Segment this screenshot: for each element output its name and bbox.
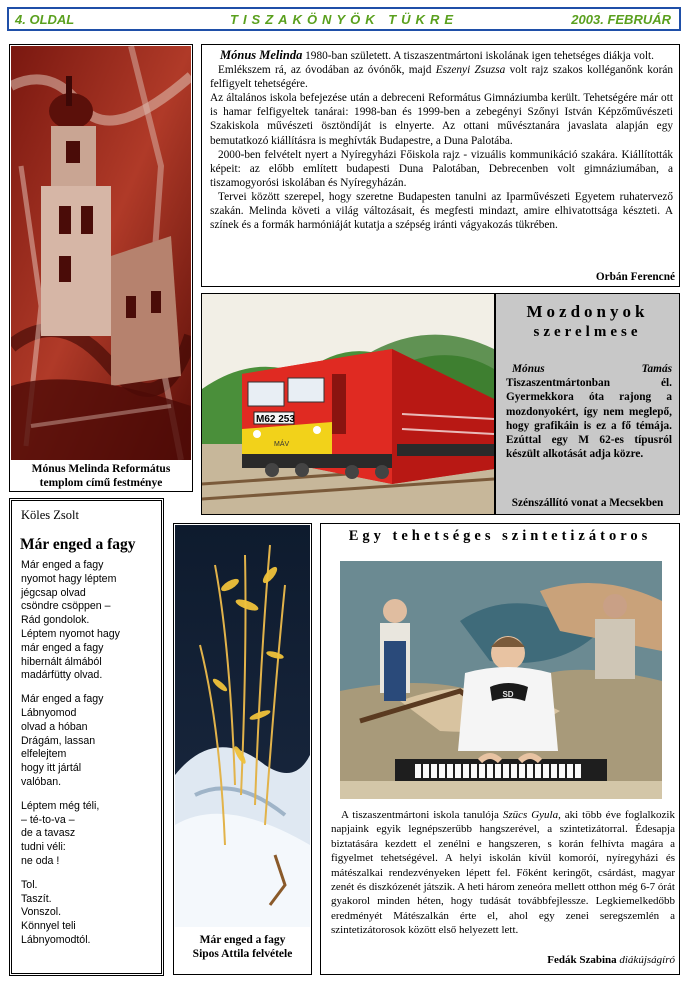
locomotive-number: M62 253 xyxy=(256,414,295,425)
frost-photo-caption xyxy=(174,933,311,961)
mozdony-article xyxy=(495,293,680,515)
caption-line: Mónus Melinda Református xyxy=(31,463,171,475)
issue-date: 2003. FEBRUÁR xyxy=(571,12,671,27)
teacher-name: Eszenyi Zsuzsa xyxy=(435,64,506,77)
paragraph: , aki több éve foglalkozik napjaink egyik legnépszerűbb hangszerével, a szintetizátorral. Édesapja biztatására kezdett el zenélni e hangszeren, s korán felhívta magára a figyelmet tehetségével. A helyi iskolán kívül komoróí, nyíregyházi és mátészalkai rendezvényeken lépett fel. Főként keringőt, csárdást, magyar zenét és diszkózenét játszik. A heti három zeneóra mellett otthon még 6-7 órát gyakorol minden héten, hogy tudását továbbfejlessze. Legkiemelkedőbb eredményét Mátészalkán érte el, ahol egy zenei seregszemlén a szintetizátorosok között első helyezett lett. xyxy=(331,809,675,937)
poem-stanza: Léptem még téli, – té-to-va – de a tavasz tudni véli: ne oda ! xyxy=(21,799,100,867)
church-painting-panel xyxy=(9,44,193,492)
artist-name: Mónus Melinda xyxy=(220,48,303,62)
mozdony-title-line2: szerelmese xyxy=(533,324,642,340)
synth-article xyxy=(320,523,680,975)
synth-photo xyxy=(340,561,662,799)
paragraph: Tervei között szerepel, hogy szeretne Budapesten tanulni az Iparművészeti Egyetem ruhatervező szakán. Melinda követi a világ változásait, és megfesti mindazt, amire elhivatottsága készteti. A színek és a formák harmóniáját kutatja a szépség iránti vágyakozás tükrében. xyxy=(210,190,673,232)
locomotive-brand: MÁV xyxy=(274,441,290,448)
paragraph: volt rajz szakos kolléganőnk korán felfigyelt tehetségére. xyxy=(210,64,673,91)
paragraph: 1980-ban született. A tiszaszentmártoni iskolának igen tehetséges diákja volt. xyxy=(302,50,655,62)
paragraph: Tiszaszentmártonban él. Gyermekkora óta rajong a mozdonyokért, így nem meglepő, hogy grafikáin is ez a fő témája. Ezúttal egy M 62-es típusról készült alkotását adja közre. xyxy=(506,377,672,461)
caption-line: Már enged a fagy xyxy=(199,934,286,946)
author-role: diákújságíró xyxy=(616,954,675,966)
poem-title: Már enged a fagy xyxy=(20,536,136,553)
caption-line: templom című festménye xyxy=(39,477,163,489)
author-name: Fedák Szabina xyxy=(547,954,617,966)
poem-body xyxy=(21,559,156,958)
mozdony-text xyxy=(506,362,672,461)
synth-title: Egy tehetséges szintetizátoros xyxy=(348,528,652,544)
poem-box xyxy=(9,498,164,976)
frost-photo xyxy=(175,525,310,927)
locomotive-drawing xyxy=(201,293,495,515)
page-header xyxy=(7,7,681,31)
shirt-logo: SD xyxy=(502,690,514,699)
poem-stanza: Tol. Taszít. Vonszol. Könnyel teli Lábnyomodtól. xyxy=(21,878,91,946)
church-painting-caption xyxy=(10,462,192,490)
poem-author: Köles Zsolt xyxy=(21,508,79,522)
melinda-article xyxy=(201,44,680,287)
synth-signature xyxy=(547,954,675,966)
church-painting xyxy=(11,46,191,460)
poem-stanza: Már enged a fagy nyomot hagy léptem jégcsap olvad csöndre csöppen – Rád gondolok. Léptem nyomot hagy már enged a fagy hibernált álmából madárfütty olvad. xyxy=(21,559,120,682)
paragraph: A tiszaszentmártoni iskola tanulója xyxy=(341,809,503,821)
mozdony-title-line1: Mozdonyok xyxy=(526,302,649,321)
artist-name: Mónus Tamás xyxy=(512,363,672,375)
poem-stanza: Már enged a fagy Lábnyomod olvad a hóban Drágám, lassan elfelejtem hogy itt jártál valóban. xyxy=(21,693,104,788)
article-signature: Orbán Ferencné xyxy=(595,270,675,283)
frost-photo-panel xyxy=(173,523,312,975)
page-number: 4. OLDAL xyxy=(15,12,75,27)
paragraph: Az általános iskola befejezése után a debreceni Református Gimnáziumba került. Tehetségére már ott is hamar felfigyeltek tanárai: 1998-ban és 1999-ben a zebegényi Szőnyi István Képzőművészeti Szakiskola művészeti ösztöndíját is elnyerte. Az ottani művésztanára javaslata alapján egy bemutatkozó kiállításra is meghívták Budapestre, a Duna Palotába. xyxy=(210,92,673,147)
caption-line: Sipos Attila felvétele xyxy=(192,948,293,960)
locomotive-drawing-caption: Szénszállító vonat a Mecsekben xyxy=(511,497,664,509)
paragraph: Emlékszem rá, az óvodában az óvónők, majd xyxy=(218,64,436,77)
newspaper-title: TISZAKÖNYÖK TÜKRE xyxy=(230,12,458,27)
student-name: Szücs Gyula xyxy=(502,809,559,821)
synth-text xyxy=(331,808,675,938)
paragraph: 2000-ben felvételt nyert a Nyíregyházi Főiskola rajz - vizuális kommunikáció szakára. Kiállították képeit: az előbb említett budapesti Duna Palotában, Debrecenben volt gimnáziumában, a tiszamogyorósi iskolában és Nyíregyházán. xyxy=(210,148,673,189)
